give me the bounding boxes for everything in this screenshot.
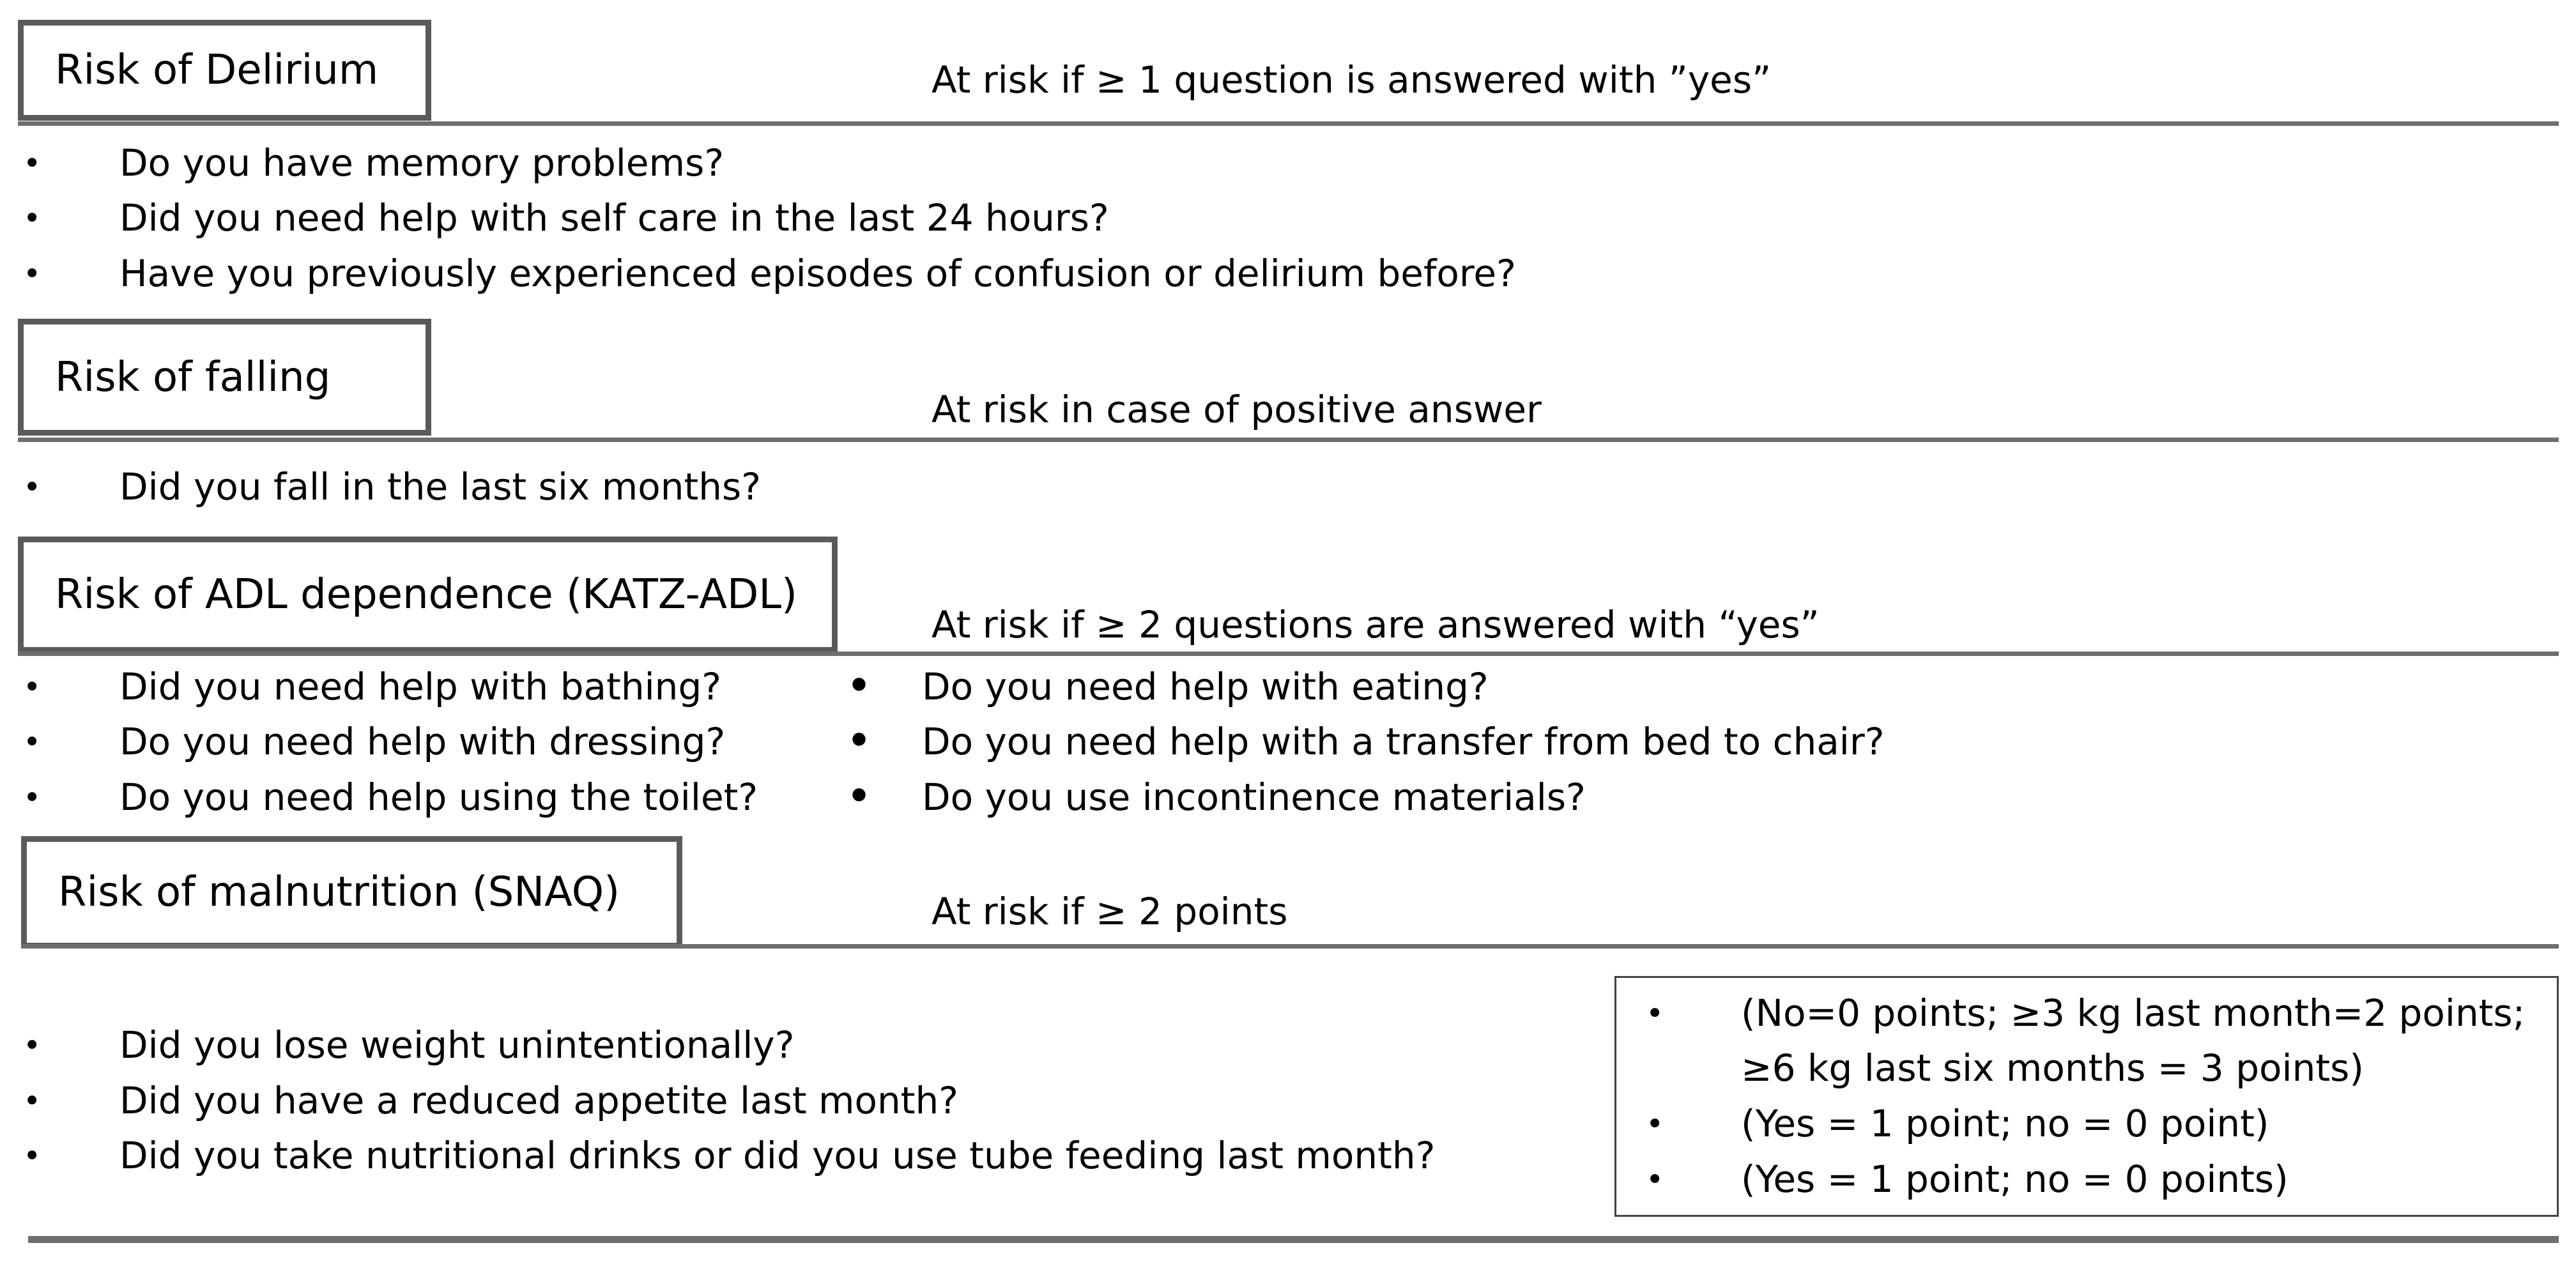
adl-title: Risk of ADL dependence (KATZ-ADL) — [55, 571, 797, 618]
adl-item-right: Do you need help with a transfer from bed to chair? — [922, 720, 1885, 763]
scoring-line: (Yes = 1 point; no = 0 point) — [1741, 1102, 2269, 1145]
adl-item-left: Do you need help using the toilet? — [119, 775, 758, 819]
malnutrition-divider — [21, 944, 2559, 949]
adl-item-left: Did you need help with bathing? — [119, 665, 722, 708]
bullet: • — [847, 664, 871, 707]
malnutrition-title: Risk of malnutrition (SNAQ) — [58, 869, 620, 916]
bullet: • — [847, 719, 871, 762]
malnutrition-item: Did you take nutritional drinks or did you use tube feeding last month? — [119, 1134, 1436, 1177]
bullet: • — [23, 469, 42, 505]
delirium-item: Did you need help with self care in the last 24 hours? — [119, 196, 1109, 240]
scoring-line: (Yes = 1 point; no = 0 points) — [1741, 1157, 2288, 1201]
adl-title-box — [18, 537, 838, 653]
scoring-line: (No=0 points; ≥3 kg last month=2 points; — [1741, 991, 2526, 1035]
delirium-title-box — [18, 20, 431, 121]
falling-item: Did you fall in the last six months? — [119, 465, 761, 508]
delirium-criterion: At risk if ≥ 1 question is answered with ”yes” — [931, 58, 1772, 102]
bullet: • — [1646, 996, 1664, 1032]
bullet: • — [23, 201, 42, 236]
adl-criterion: At risk if ≥ 2 questions are answered with “yes” — [931, 603, 1820, 646]
falling-criterion: At risk in case of positive answer — [931, 388, 1542, 431]
bullet: • — [23, 1138, 42, 1174]
adl-item-right: Do you use incontinence materials? — [922, 775, 1586, 819]
bullet: • — [23, 724, 42, 760]
falling-divider — [18, 438, 2559, 442]
falling-title-box — [18, 319, 431, 436]
falling-title: Risk of falling — [55, 353, 331, 401]
delirium-item: Do you have memory problems? — [119, 141, 724, 185]
bullet: • — [1646, 1106, 1664, 1142]
adl-item-left: Do you need help with dressing? — [119, 720, 726, 763]
delirium-item: Have you previously experienced episodes of confusion or delirium before? — [119, 252, 1516, 295]
scoring-line: ≥6 kg last six months = 3 points) — [1741, 1046, 2364, 1090]
malnutrition-item: Did you have a reduced appetite last month? — [119, 1079, 959, 1122]
bullet: • — [1646, 1162, 1664, 1198]
bullet: • — [23, 780, 42, 816]
malnutrition-criterion: At risk if ≥ 2 points — [931, 890, 1288, 933]
bullet: • — [847, 774, 871, 818]
malnutrition-title-box — [21, 836, 682, 949]
adl-item-right: Do you need help with eating? — [922, 665, 1489, 708]
bullet: • — [23, 1083, 42, 1119]
bullet: • — [23, 256, 42, 292]
bullet: • — [23, 669, 42, 705]
adl-divider — [18, 652, 2559, 656]
malnutrition-item: Did you lose weight unintentionally? — [119, 1023, 795, 1067]
bottom-divider — [28, 1236, 2559, 1243]
bullet: • — [23, 1028, 42, 1064]
delirium-divider — [18, 121, 2559, 126]
delirium-title: Risk of Delirium — [55, 47, 379, 94]
bullet: • — [23, 146, 42, 181]
